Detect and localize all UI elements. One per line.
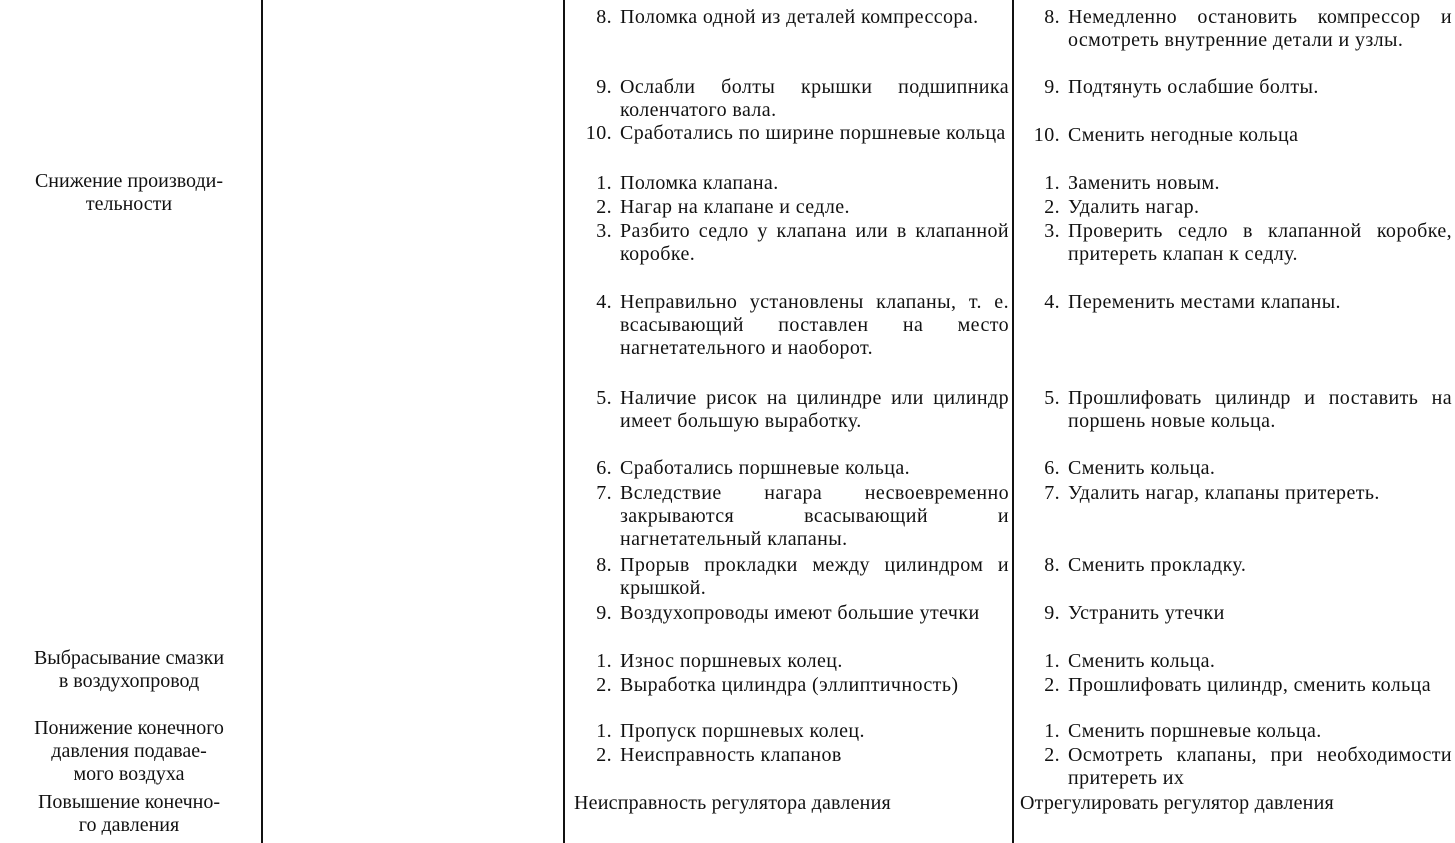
- cause-item: 10. Сработались по ширине поршневые кольца: [585, 122, 1006, 144]
- remedy-item: 4. Переменить местами клапаны.: [1044, 291, 1341, 313]
- remedy-item: 9. Устранить утечки: [1044, 602, 1225, 624]
- cause-item: 7. Вследствие нагара несвоевременно закрываются всасывающий и нагнетательный клапаны.: [596, 482, 1009, 550]
- cause-item: 6. Сработались поршневые кольца.: [596, 457, 911, 479]
- cause-item: 9. Ослабли болты крышки подшипника коленчатого вала.: [596, 76, 1009, 121]
- cause-item: 1. Поломка клапана.: [596, 172, 779, 194]
- symptom-cell: Снижение производи- тельности: [34, 170, 224, 215]
- cause-item: 5. Наличие рисок на цилиндре или цилиндр имеет большую выработку.: [596, 387, 1009, 432]
- remedy-item: Отрегулировать регулятор давления: [1020, 792, 1334, 814]
- remedy-item: 2. Прошлифовать цилиндр, сменить кольца: [1044, 674, 1432, 696]
- cause-item: 1. Пропуск поршневых колец.: [596, 720, 865, 742]
- symptom-cell: Понижение конечного давления подавае- мого воздуха: [34, 717, 224, 785]
- column-divider: [1012, 0, 1014, 843]
- remedy-item: 2. Удалить нагар.: [1044, 196, 1200, 218]
- remedy-item: 8. Немедленно остановить компрессор и осмотреть внутренние детали и узлы.: [1044, 6, 1452, 51]
- cause-item: 2. Неисправность клапанов: [596, 744, 842, 766]
- cause-item: 8. Поломка одной из деталей компрессора.: [596, 6, 979, 28]
- remedy-item: 9. Подтянуть ослабшие болты.: [1044, 76, 1319, 98]
- cause-item: 3. Разбито седло у клапана или в клапанной коробке.: [596, 220, 1009, 265]
- cause-item: 2. Нагар на клапане и седле.: [596, 196, 850, 218]
- cause-item: Неисправность регулятора давления: [574, 792, 891, 814]
- remedy-item: 7. Удалить нагар, клапаны притереть.: [1044, 482, 1380, 504]
- remedy-item: 8. Сменить прокладку.: [1044, 554, 1247, 576]
- column-divider: [261, 0, 263, 843]
- cause-item: 8. Прорыв прокладки между цилиндром и крышкой.: [596, 554, 1009, 599]
- cause-item: 1. Износ поршневых колец.: [596, 650, 843, 672]
- remedy-item: 10. Сменить негодные кольца: [1033, 124, 1299, 146]
- remedy-item: 1. Сменить поршневые кольца.: [1044, 720, 1322, 742]
- symptom-cell: Выбрасывание смазки в воздухопровод: [33, 647, 225, 692]
- remedy-item: 2. Осмотреть клапаны, при необходимости притереть их: [1044, 744, 1452, 789]
- remedy-item: 1. Сменить кольца.: [1044, 650, 1216, 672]
- cause-item: 9. Воздухопроводы имеют большие утечки: [596, 602, 980, 624]
- cause-item: 4. Неправильно установлены клапаны, т. е. всасывающий поставлен на место нагнетательного и наоборот.: [596, 291, 1009, 359]
- cause-item: 2. Выработка цилиндра (эллиптичность): [596, 674, 959, 696]
- remedy-item: 1. Заменить новым.: [1044, 172, 1220, 194]
- column-divider: [563, 0, 565, 843]
- remedy-item: 6. Сменить кольца.: [1044, 457, 1216, 479]
- remedy-item: 3. Проверить седло в клапанной коробке, притереть клапан к седлу.: [1044, 220, 1452, 265]
- remedy-item: 5. Прошлифовать цилиндр и поставить на поршень новые кольца.: [1044, 387, 1452, 432]
- symptom-cell: Повышение конечно- го давления: [37, 791, 221, 836]
